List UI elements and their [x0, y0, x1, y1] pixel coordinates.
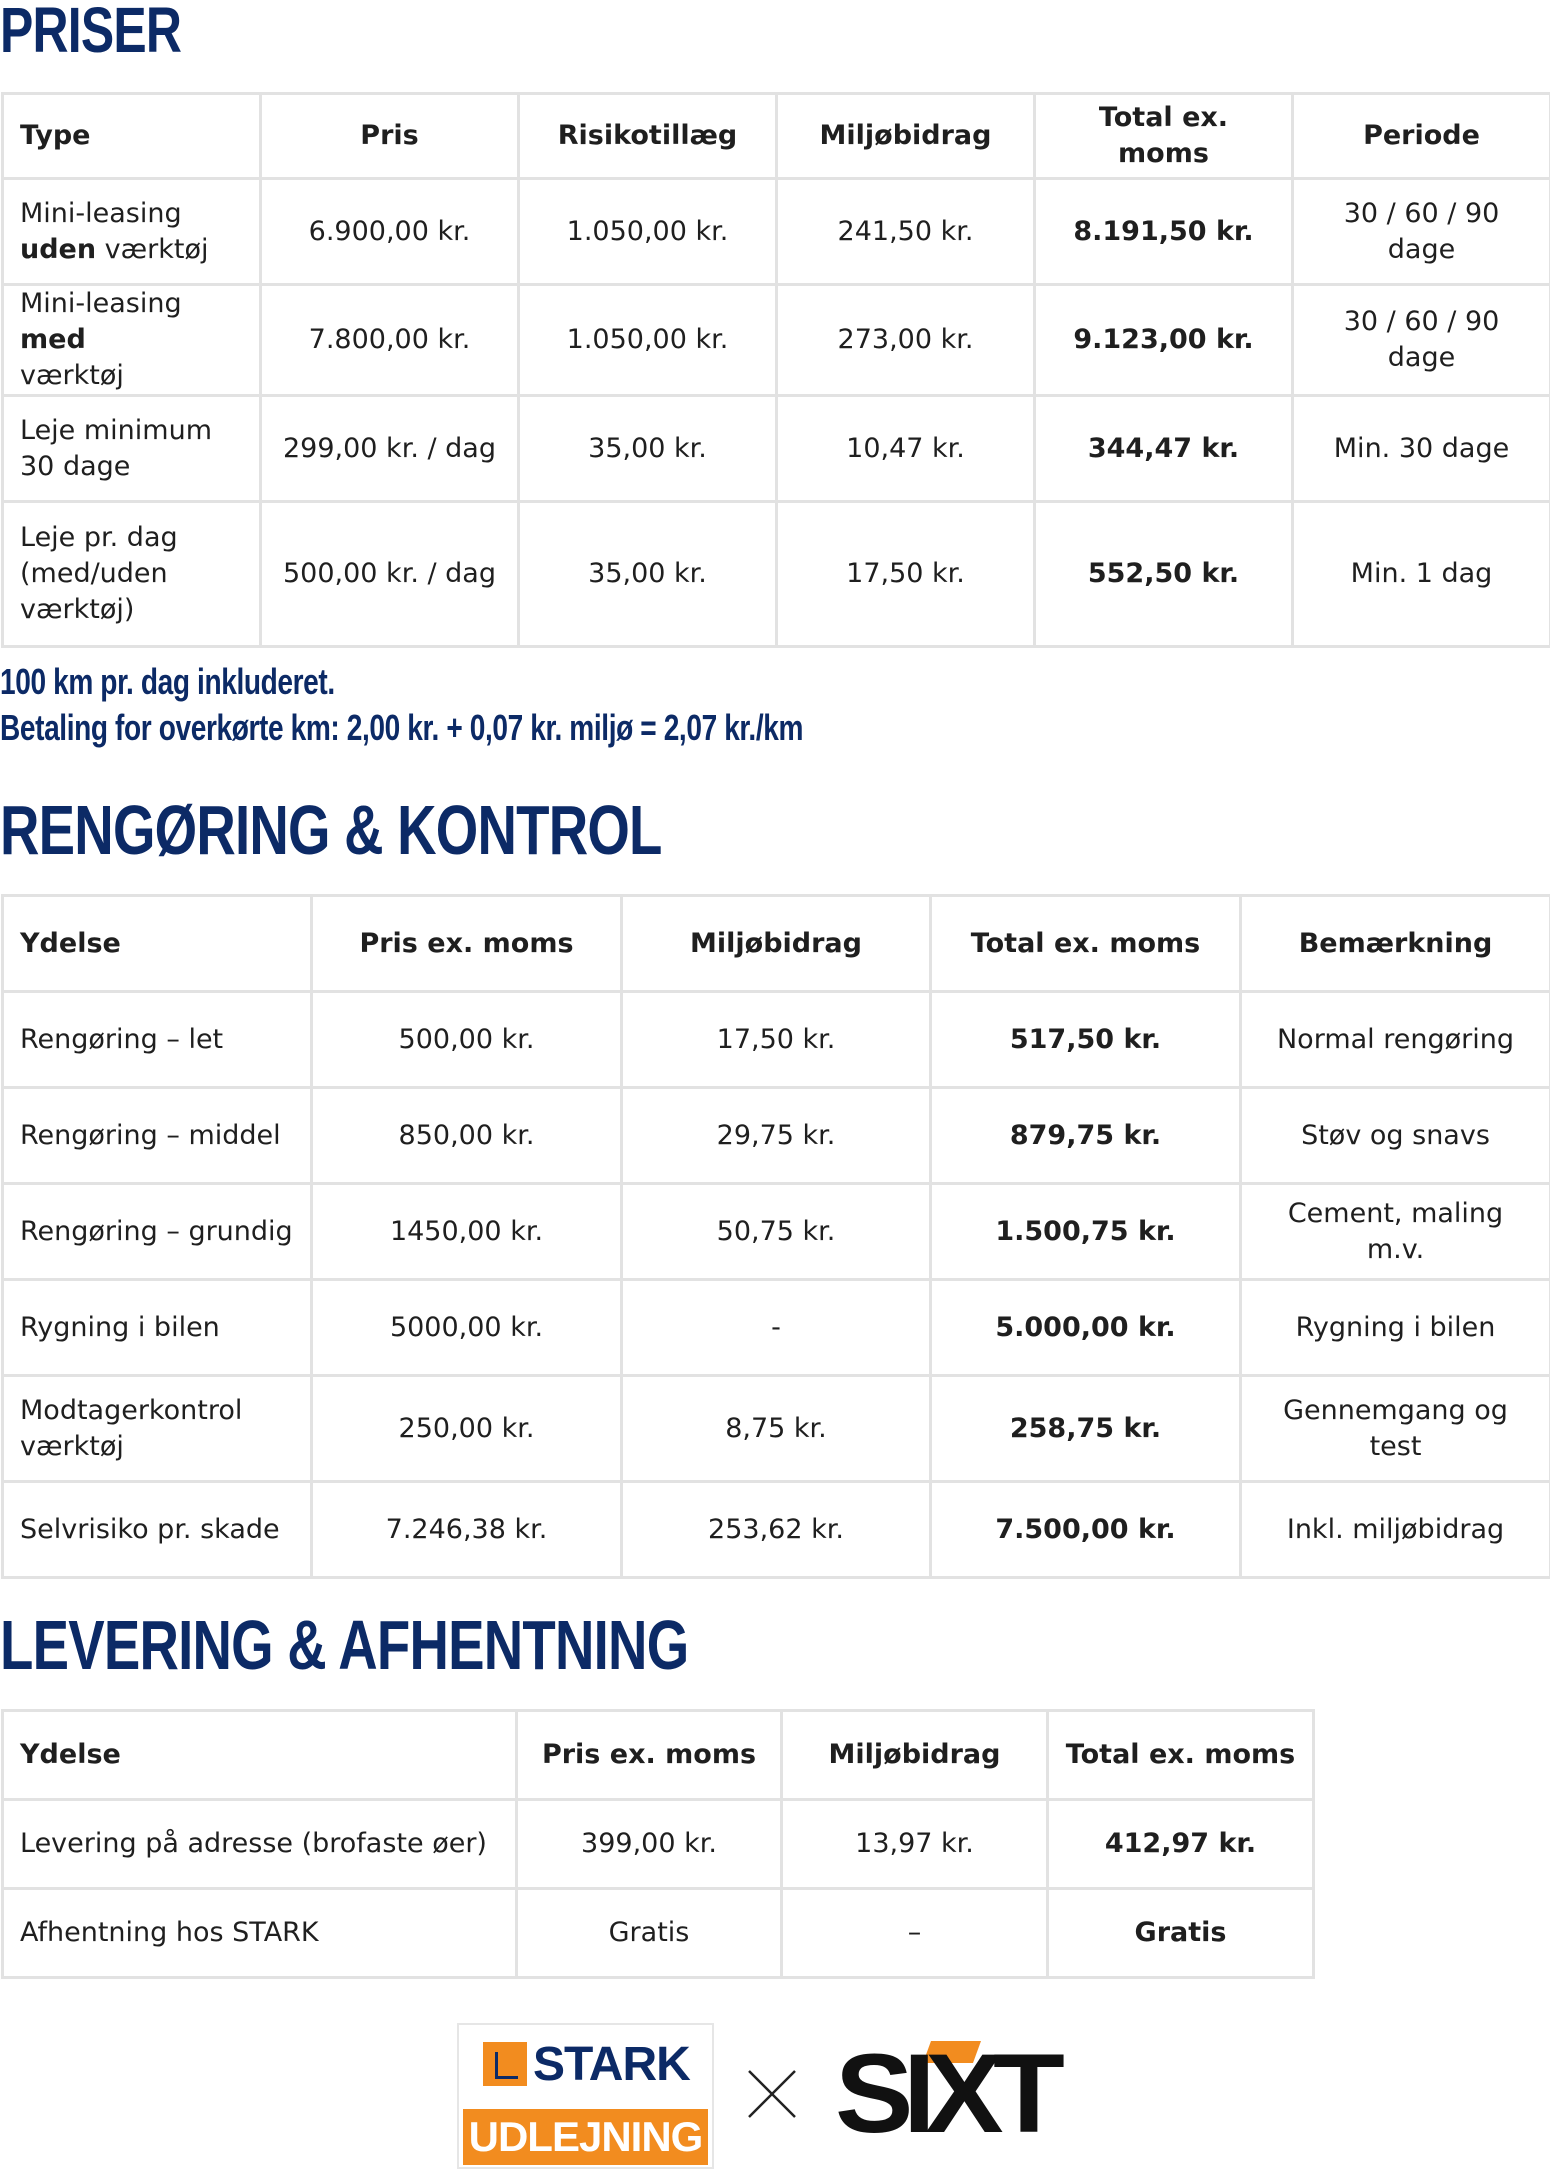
col-header-note: Bemærkning [1241, 896, 1550, 992]
cell-total: 9.123,00 kr. [1035, 285, 1293, 396]
cell-total: 344,47 kr. [1035, 396, 1293, 502]
km-included-note: 100 km pr. dag inkluderet. [0, 661, 335, 702]
cleaning-table [1, 894, 1550, 1579]
table-row [3, 1800, 1314, 1889]
col-header-miljo: Miljøbidrag [622, 896, 931, 992]
cell-total: 258,75 kr. [931, 1376, 1241, 1482]
col-header-total: Total ex. moms [1048, 1711, 1314, 1800]
cell-ydelse: Afhentning hos STARK [3, 1889, 517, 1978]
col-header-ydelse: Ydelse [3, 896, 312, 992]
cell-note: Normal rengøring [1241, 992, 1550, 1088]
partner-logos [457, 2023, 1087, 2169]
table-row [3, 1184, 1550, 1280]
cell-pris: 5000,00 kr. [312, 1280, 622, 1376]
cell-note: Inkl. miljøbidrag [1241, 1482, 1550, 1578]
table-row [3, 1088, 1550, 1184]
cell-risiko: 1.050,00 kr. [519, 179, 777, 285]
cell-periode: Min. 30 dage [1293, 396, 1550, 502]
table-row [3, 1280, 1550, 1376]
stark-logo [457, 2023, 714, 2169]
table-row [3, 1482, 1550, 1578]
cell-miljo: 253,62 kr. [622, 1482, 931, 1578]
times-icon [747, 2069, 797, 2119]
table-row [3, 1889, 1314, 1978]
cell-pris: 399,00 kr. [517, 1800, 782, 1889]
cell-total: 552,50 kr. [1035, 502, 1293, 647]
cell-risiko: 1.050,00 kr. [519, 285, 777, 396]
cell-total: 7.500,00 kr. [931, 1482, 1241, 1578]
cell-total: 5.000,00 kr. [931, 1280, 1241, 1376]
col-header-pris: Pris ex. moms [312, 896, 622, 992]
cell-pris: 1450,00 kr. [312, 1184, 622, 1280]
cell-ydelse: Rengøring – let [3, 992, 312, 1088]
cell-pris: 500,00 kr. [312, 992, 622, 1088]
table-row [3, 992, 1550, 1088]
col-header-total: Total ex. moms [1035, 94, 1293, 179]
delivery-table [1, 1709, 1315, 1979]
cell-total: Gratis [1048, 1889, 1314, 1978]
table-row [3, 396, 1550, 502]
cell-pris: 850,00 kr. [312, 1088, 622, 1184]
cell-total: 8.191,50 kr. [1035, 179, 1293, 285]
cell-pris: 7.246,38 kr. [312, 1482, 622, 1578]
table-header-row [3, 94, 1550, 179]
cell-periode: Min. 1 dag [1293, 502, 1550, 647]
stark-emblem-icon [483, 2042, 527, 2086]
cell-note: Cement, maling m.v. [1241, 1184, 1550, 1280]
col-header-periode: Periode [1293, 94, 1550, 179]
heading-rengoring: RENGØRING & KONTROL [0, 791, 662, 869]
cell-pris: 299,00 kr. / dag [261, 396, 519, 502]
table-header-row [3, 1711, 1314, 1800]
cell-miljo: 50,75 kr. [622, 1184, 931, 1280]
cell-note: Støv og snavs [1241, 1088, 1550, 1184]
col-header-total: Total ex. moms [931, 896, 1241, 992]
table-header-row [3, 896, 1550, 992]
cell-miljo: – [782, 1889, 1048, 1978]
cell-miljo: 273,00 kr. [777, 285, 1035, 396]
cell-type: Mini-leasing uden værktøj [3, 179, 261, 285]
col-header-miljo: Miljøbidrag [782, 1711, 1048, 1800]
col-header-risiko: Risikotillæg [519, 94, 777, 179]
cell-ydelse: Levering på adresse (brofaste øer) [3, 1800, 517, 1889]
col-header-miljo: Miljøbidrag [777, 94, 1035, 179]
table-row [3, 179, 1550, 285]
sixt-logo: SIXT [835, 2031, 1055, 2156]
cell-miljo: - [622, 1280, 931, 1376]
col-header-type: Type [3, 94, 261, 179]
cell-periode: 30 / 60 / 90 dage [1293, 179, 1550, 285]
price-table [1, 92, 1550, 648]
cell-type: Leje pr. dag (med/uden værktøj) [3, 502, 261, 647]
cell-periode: 30 / 60 / 90 dage [1293, 285, 1550, 396]
cell-total: 412,97 kr. [1048, 1800, 1314, 1889]
cell-miljo: 17,50 kr. [777, 502, 1035, 647]
cell-ydelse: Rengøring – grundig [3, 1184, 312, 1280]
cell-note: Gennemgang og test [1241, 1376, 1550, 1482]
table-row [3, 1376, 1550, 1482]
cell-miljo: 29,75 kr. [622, 1088, 931, 1184]
cell-pris: 250,00 kr. [312, 1376, 622, 1482]
cell-risiko: 35,00 kr. [519, 502, 777, 647]
cell-miljo: 8,75 kr. [622, 1376, 931, 1482]
cell-ydelse: Rygning i bilen [3, 1280, 312, 1376]
cell-type: Leje minimum 30 dage [3, 396, 261, 502]
cell-total: 879,75 kr. [931, 1088, 1241, 1184]
cell-risiko: 35,00 kr. [519, 396, 777, 502]
cell-total: 517,50 kr. [931, 992, 1241, 1088]
cell-pris: 7.800,00 kr. [261, 285, 519, 396]
cell-miljo: 17,50 kr. [622, 992, 931, 1088]
table-row [3, 285, 1550, 396]
cell-pris: 6.900,00 kr. [261, 179, 519, 285]
cell-miljo: 10,47 kr. [777, 396, 1035, 502]
heading-levering: LEVERING & AFHENTNING [0, 1606, 689, 1684]
stark-udlejning-banner: UDLEJNING [463, 2109, 708, 2165]
extra-km-note: Betaling for overkørte km: 2,00 kr. + 0,07 kr. miljø = 2,07 kr./km [0, 707, 804, 748]
cell-type: Mini-leasing med værktøj [3, 285, 261, 396]
col-header-ydelse: Ydelse [3, 1711, 517, 1800]
cell-ydelse: Rengøring – middel [3, 1088, 312, 1184]
cell-total: 1.500,75 kr. [931, 1184, 1241, 1280]
heading-priser: PRISER [0, 0, 182, 66]
col-header-pris: Pris [261, 94, 519, 179]
cell-pris: Gratis [517, 1889, 782, 1978]
stark-wordmark: STARK [533, 2037, 690, 2091]
cell-miljo: 13,97 kr. [782, 1800, 1048, 1889]
cell-note: Rygning i bilen [1241, 1280, 1550, 1376]
cell-pris: 500,00 kr. / dag [261, 502, 519, 647]
cell-ydelse: Selvrisiko pr. skade [3, 1482, 312, 1578]
cell-ydelse: Modtagerkontrol værktøj [3, 1376, 312, 1482]
table-row [3, 502, 1550, 647]
cell-miljo: 241,50 kr. [777, 179, 1035, 285]
col-header-pris: Pris ex. moms [517, 1711, 782, 1800]
